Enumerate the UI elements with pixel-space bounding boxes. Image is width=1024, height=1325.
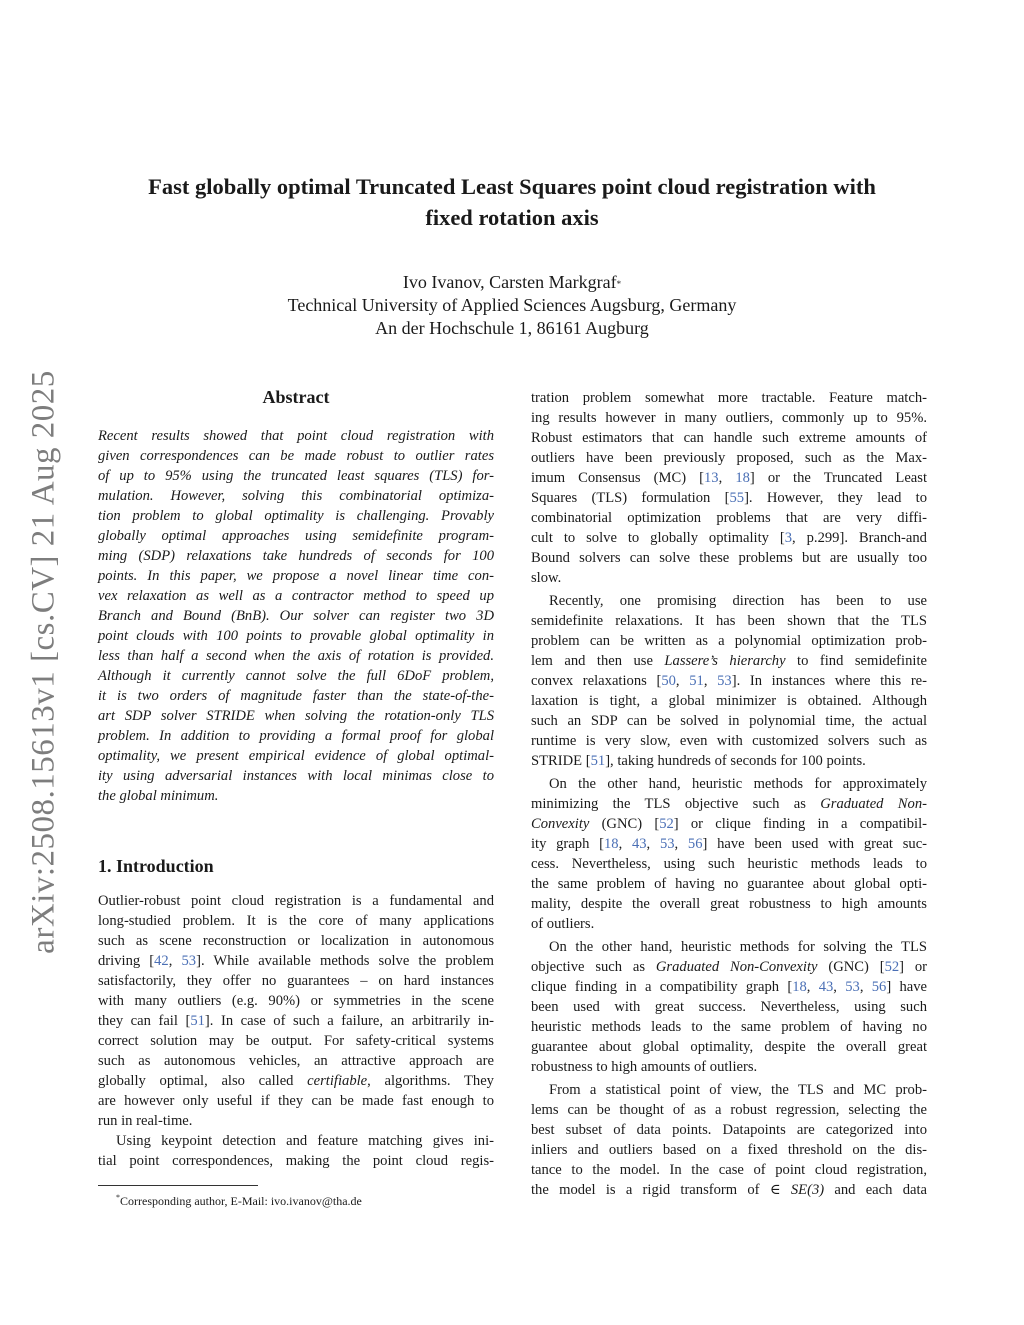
body-line: ity graph [18, 43, 53, 56] have been used with great suc-: [531, 836, 928, 852]
abstract-line: tion problem to global optimality is challenging. Provably: [98, 508, 494, 524]
body-line: tance to the model. In the case of point cloud registration,: [531, 1162, 927, 1178]
body-line: Robust estimators that can handle such extreme amounts of: [531, 430, 927, 446]
body-line: lems can be thought of as a robust regression, selecting the: [531, 1102, 927, 1118]
body-line: guarantee about global optimality, despite the overall great: [531, 1039, 927, 1055]
body-line: On the other hand, heuristic methods for approximately: [549, 776, 927, 792]
citation-link[interactable]: 18: [735, 470, 750, 486]
body-line: of outliers.: [531, 916, 595, 932]
body-line: run in real-time.: [98, 1113, 193, 1129]
corresponding-mark: *: [616, 279, 622, 289]
body-line: the model is a rigid transform of ∈ SE(3) and each data: [531, 1182, 927, 1198]
body-line: From a statistical point of view, the TLS and MC prob-: [549, 1082, 927, 1098]
body-line: robustness to high amounts of outliers.: [531, 1059, 758, 1075]
abstract-line: art SDP solver STRIDE when solving the rotation-only TLS: [98, 708, 494, 724]
citation-link[interactable]: 3: [784, 530, 793, 546]
math-expression: ∈ SE(3): [769, 1182, 825, 1198]
abstract-line: point clouds with 100 points to provable global optimality in: [98, 628, 494, 644]
author-address: An der Hochschule 1, 86161 Augburg: [375, 318, 649, 338]
citation-link[interactable]: 18: [792, 979, 807, 995]
body-line: tration problem somewhat more tractable. Feature match-: [531, 390, 927, 406]
citation-link[interactable]: 53: [659, 836, 675, 852]
body-line: imum Consensus (MC) [13, 18] or the Truncated Least: [531, 470, 928, 486]
body-line: Convexity (GNC) [52] or clique finding in a compatibil-: [531, 816, 927, 832]
citation-link[interactable]: 13: [704, 470, 719, 486]
arxiv-identifier: arXiv:2508.15613v1 [cs.CV] 21 Aug 2025: [25, 370, 62, 954]
abstract-line: Recent results showed that point cloud registration with: [98, 428, 494, 444]
citation-link[interactable]: 52: [884, 959, 900, 975]
abstract-heading: Abstract: [262, 387, 330, 407]
body-line: the same problem of having no guarantee about global opti-: [531, 876, 927, 892]
body-line: with many outliers (e.g. 90%) or symmetries in the scene: [98, 993, 494, 1009]
citation-link[interactable]: 18: [603, 836, 619, 852]
body-line: been used with great success. Nevertheless, using such: [531, 999, 927, 1015]
paragraph: [531, 937, 927, 1077]
body-line: outliers have been previously proposed, such as the Max-: [531, 450, 927, 466]
abstract-line: problem. In addition to providing a formal proof for global: [98, 728, 494, 744]
body-line: long-studied problem. It is the core of many applications: [98, 913, 494, 929]
body-line: such as autonomous vehicles, an attractive approach are: [98, 1053, 494, 1069]
body-line: Recently, one promising direction has been to use: [549, 593, 927, 609]
body-line: slow.: [531, 570, 562, 586]
citation-link[interactable]: 53: [181, 953, 197, 969]
citation-link[interactable]: 51: [190, 1013, 205, 1029]
body-line: best subset of data points. Datapoints are categorized into: [531, 1122, 927, 1138]
body-line: semidefinite relaxations. It has been shown that the TLS: [531, 613, 927, 629]
footnote-rule: [98, 1185, 258, 1186]
body-line: minimizing the TLS objective such as Graduated Non-: [531, 796, 927, 812]
citation-link[interactable]: 56: [687, 836, 703, 852]
abstract-line: it is two orders of magnitude faster than the state-of-the-: [98, 688, 494, 704]
body-line: Squares (TLS) formulation [55]. However, they lead to: [531, 490, 928, 506]
intro-paragraph-1: [98, 891, 494, 1131]
abstract-line: of up to 95% using the truncated least squares (TLS) for-: [98, 468, 494, 484]
section-heading-introduction: 1. Introduction: [98, 856, 214, 876]
citation-link[interactable]: 43: [631, 836, 647, 852]
body-line: On the other hand, heuristic methods for solving the TLS: [549, 939, 927, 955]
body-line: satisfactorily, they offer no guarantees – on hard instances: [98, 973, 494, 989]
author-names-line: [100, 271, 924, 294]
citation-link[interactable]: 55: [729, 490, 745, 506]
body-line: globally optimal, also called certifiable, algorithms. They: [98, 1073, 494, 1089]
citation-link[interactable]: 53: [845, 979, 860, 995]
citation-link[interactable]: 51: [689, 673, 704, 689]
paragraph: [531, 1080, 927, 1200]
abstract-line: Branch and Bound (BnB). Our solver can register two 3D: [98, 608, 494, 624]
citation-link[interactable]: 52: [659, 816, 674, 832]
intro-paragraph-2: [98, 1131, 494, 1171]
body-line: cess. Nevertheless, using such heuristic methods leads to: [531, 856, 927, 872]
footnote: [98, 1190, 494, 1209]
abstract-line: ming (SDP) relaxations take hundreds of seconds for 100: [98, 548, 494, 564]
abstract-line: ity using adversarial instances with local minimas close to: [98, 768, 494, 784]
body-line: they can fail [51]. In case of such a failure, an arbitrarily in-: [98, 1013, 494, 1029]
body-line: heuristic methods leads to the same problem of having no: [531, 1019, 927, 1035]
title-line: fixed rotation axis: [425, 205, 599, 230]
footnote-mark: *: [116, 1193, 120, 1202]
citation-link[interactable]: 53: [717, 673, 732, 689]
body-line: correct solution may be output. For safety-critical systems: [98, 1033, 494, 1049]
body-line: combinatorial optimization problems that are very diffi-: [531, 510, 927, 526]
body-line: such as scene reconstruction or localization in autonomous: [98, 933, 494, 949]
paragraph: [531, 774, 927, 934]
body-line: STRIDE [51], taking hundreds of seconds for 100 points.: [531, 753, 866, 769]
abstract-line: vex relaxation as well as a contractor method to speed up: [98, 588, 494, 604]
body-line: Outlier-robust point cloud registration is a fundamental and: [98, 893, 494, 909]
title-line: Fast globally optimal Truncated Least Squares point cloud registration with: [148, 174, 876, 199]
paragraph: [531, 388, 927, 588]
abstract-line: less than half a second when the axis of rotation is provided.: [98, 648, 494, 664]
body-line: Using keypoint detection and feature matching gives ini-: [116, 1133, 494, 1149]
author-names: Ivo Ivanov, Carsten Markgraf: [402, 272, 617, 292]
citation-link[interactable]: 56: [871, 979, 887, 995]
left-column: [98, 384, 494, 1209]
right-column: [531, 388, 927, 1200]
footnote-text: Corresponding author, E-Mail: ivo.ivanov@tha.de: [120, 1194, 362, 1208]
paper-title: [100, 171, 924, 233]
body-line: ing results however in many outliers, commonly up to 95%.: [531, 410, 927, 426]
citation-link[interactable]: 43: [818, 979, 834, 995]
body-line: clique finding in a compatibility graph [18, 43, 53, 56] have: [531, 979, 928, 995]
body-line: such an SDP can be solved in polynomial time, the actual: [531, 713, 927, 729]
paragraph: [531, 591, 927, 771]
body-line: inliers and outliers based on a fixed threshold on the dis-: [531, 1142, 927, 1158]
author-affiliation: Technical University of Applied Sciences Augsburg, Germany: [287, 295, 737, 315]
body-line: lem and then use Lassere’s hierarchy to find semidefinite: [531, 653, 927, 669]
citation-link[interactable]: 42: [154, 953, 169, 969]
abstract-line: optimality, we present empirical evidence of global optimal-: [98, 748, 494, 764]
body-line: driving [42, 53]. While available methods solve the problem: [98, 953, 495, 969]
abstract-line: Although it currently cannot solve the full 6DoF problem,: [98, 668, 494, 684]
body-line: convex relaxations [50, 51, 53]. In instances where this re-: [531, 673, 928, 689]
abstract-line: globally optimal approaches using semidefinite program-: [98, 528, 494, 544]
body-line: laxation is tight, a global minimizer is obtained. Although: [531, 693, 927, 709]
body-line: are however only useful if they can be made fast enough to: [98, 1093, 494, 1109]
body-line: mality, despite the overall great robustness to high amounts: [531, 896, 927, 912]
abstract-line: points. In this paper, we propose a novel linear time con-: [98, 568, 494, 584]
abstract-line: the global minimum.: [98, 788, 219, 804]
abstract-body: [98, 426, 494, 806]
body-line: objective such as Graduated Non-Convexity (GNC) [52] or: [531, 959, 928, 975]
body-line: problem can be written as a polynomial optimization prob-: [531, 633, 927, 649]
abstract-line: mulation. However, solving this combinatorial optimiza-: [98, 488, 494, 504]
author-block: [100, 271, 924, 340]
body-line: runtime is very slow, even with customized solvers such as: [531, 733, 927, 749]
body-line: tial point correspondences, making the point cloud regis-: [98, 1153, 494, 1169]
citation-link[interactable]: 51: [590, 753, 606, 769]
citation-link[interactable]: 50: [661, 673, 676, 689]
abstract-line: given correspondences can be made robust to outlier rates: [98, 448, 494, 464]
body-line: Bound solvers can solve these problems but are usually too: [531, 550, 927, 566]
body-line: cult to solve to globally optimality [3, p.299]. Branch-and: [531, 530, 927, 546]
